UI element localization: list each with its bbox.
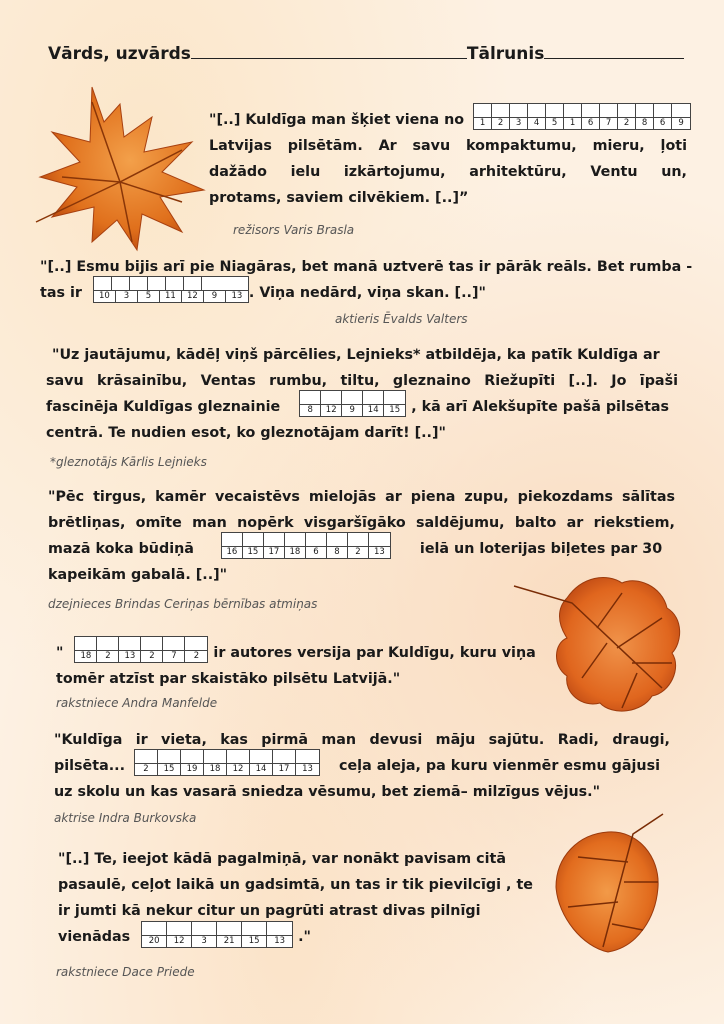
answer-grid-1[interactable] [473, 103, 691, 130]
answer-grid-4[interactable] [221, 532, 391, 559]
code-cell: 13 [296, 763, 319, 775]
code-cell: 12 [182, 290, 204, 302]
quote-7 [58, 846, 544, 950]
code-cell: 17 [273, 763, 296, 775]
code-cell: 8 [636, 117, 654, 129]
quote-text: brētliņas, omīte man nopērk visgaršīgāko saldējumu, balto ar riekstiem, [48, 515, 675, 531]
quote-text: uz skolu un kas vasarā sniedza vēsumu, bet ziemā– milzīgus vējus." [54, 784, 601, 800]
code-cell: 2 [97, 650, 119, 662]
code-cell: 8 [327, 546, 348, 558]
code-cell: 2 [348, 546, 369, 558]
author-caption: rakstniece Andra Manfelde [56, 696, 218, 710]
code-cell: 11 [160, 290, 182, 302]
quote-text: "[..] Kuldīga man šķiet viena no [209, 112, 465, 128]
quote-text: "Kuldīga ir vieta, kas pirmā man devusi māju sajūtu. Radi, draugi, [54, 732, 670, 748]
code-cell: 2 [492, 117, 510, 129]
code-cell: 13 [119, 650, 141, 662]
code-cell: 2 [185, 650, 207, 662]
answer-grid-3[interactable] [299, 390, 406, 417]
code-cell: 3 [116, 290, 138, 302]
code-cell: 2 [141, 650, 163, 662]
code-cell: 13 [226, 290, 248, 302]
code-cell: 4 [528, 117, 546, 129]
code-cell: 19 [181, 763, 204, 775]
form-header [48, 44, 684, 64]
quote-5 [56, 640, 546, 692]
code-cell: 1 [564, 117, 582, 129]
maple-leaf-icon [32, 82, 212, 257]
code-cell: 9 [204, 290, 226, 302]
code-cell: 18 [75, 650, 97, 662]
code-cell: 15 [243, 546, 264, 558]
code-cell: 1 [474, 117, 492, 129]
quote-text: "[..] Esmu bijis arī pie Niagāras, bet manā uztverē tas ir pārāk reāls. Bet rumba - [40, 259, 693, 275]
code-cell: 20 [142, 935, 167, 947]
quote-text: vienādas [58, 929, 131, 945]
author-caption: režisors Varis Brasla [233, 223, 355, 237]
quote-text: protams, saviem cilvēkiem. [..]” [209, 190, 469, 206]
quote-text: tas ir [40, 285, 82, 301]
quote-text: ir jumti kā nekur citur un pagrūti atrast divas pilnīgi [58, 903, 481, 919]
code-cell: 15 [158, 763, 181, 775]
quote-text: ir autores versija par Kuldīgu, kuru viņa [213, 645, 536, 661]
quote-text: "Uz jautājumu, kādēļ viņš pārcēlies, Lejnieks* atbildēja, ka patīk Kuldīga ar [52, 347, 660, 363]
author-caption: aktieris Ēvalds Valters [335, 312, 468, 326]
answer-grid-6[interactable] [134, 749, 320, 776]
answer-grid-7[interactable] [141, 921, 293, 948]
quote-1 [209, 107, 687, 211]
quote-6 [54, 727, 670, 805]
code-cell: 13 [267, 935, 292, 947]
quote-text: "[..] Te, ieejot kādā pagalmiņā, var nonākt pavisam citā [58, 851, 506, 867]
quote-3 [46, 342, 678, 446]
code-cell: 3 [192, 935, 217, 947]
code-cell: 12 [321, 404, 342, 416]
name-label: Vārds, uzvārds [48, 44, 191, 64]
code-cell: 17 [264, 546, 285, 558]
phone-field[interactable] [544, 44, 684, 59]
author-caption: aktrise Indra Burkovska [54, 811, 197, 825]
quote-text: kapeikām gabalā. [..]" [48, 567, 228, 583]
quote-text: ceļa aleja, pa kuru vienmēr esmu gājusi [339, 758, 660, 774]
code-cell: 3 [510, 117, 528, 129]
answer-grid-2[interactable] [93, 276, 249, 303]
birch-leaf-icon [548, 812, 668, 957]
code-cell: 7 [163, 650, 185, 662]
code-cell: 12 [167, 935, 192, 947]
code-cell: 6 [306, 546, 327, 558]
quote-text: fascinēja Kuldīgas gleznainie [46, 399, 281, 415]
code-cell: 2 [618, 117, 636, 129]
quote-text: , kā arī Alekšupīte pašā pilsētas [411, 399, 670, 415]
quote-text: dažādo ielu izkārtojumu, arhitektūru, Ventu un, [209, 164, 687, 180]
code-cell: 9 [672, 117, 690, 129]
code-cell: 14 [250, 763, 273, 775]
code-cell: 12 [227, 763, 250, 775]
code-cell: 8 [300, 404, 321, 416]
code-cell: 5 [138, 290, 160, 302]
code-cell: 15 [384, 404, 405, 416]
quote-text: tomēr atzīst par skaistāko pilsētu Latvijā." [56, 671, 401, 687]
quote-text: mazā koka būdiņā [48, 541, 194, 557]
code-cell: 14 [363, 404, 384, 416]
code-cell: 18 [285, 546, 306, 558]
code-cell: 15 [242, 935, 267, 947]
answer-grid-5[interactable] [74, 636, 208, 663]
code-cell: 6 [582, 117, 600, 129]
quote-text: " [56, 645, 64, 661]
quote-text: savu krāsainību, Ventas rumbu, tiltu, gleznaino Riežupīti [..]. Jo īpaši [46, 373, 678, 389]
quote-text: "Pēc tirgus, kamēr vecaistēvs mielojās ar piena zupu, piekozdams sālītas [48, 489, 675, 505]
quote-text: ielā un loterijas biļetes par 30 [419, 541, 663, 557]
code-cell: 16 [222, 546, 243, 558]
code-cell: 13 [369, 546, 390, 558]
quote-2 [40, 254, 693, 306]
author-caption: dzejnieces Brindas Ceriņas bērnības atmiņas [48, 597, 318, 611]
quote-text: ." [298, 929, 311, 945]
quote-text: centrā. Te nudien esot, ko gleznotājam darīt! [..]" [46, 425, 446, 441]
code-cell: 2 [135, 763, 158, 775]
code-cell: 7 [600, 117, 618, 129]
code-cell: 5 [546, 117, 564, 129]
code-cell: 18 [204, 763, 227, 775]
quote-text: pasaulē, ceļot laikā un gadsimtā, un tas ir tik pievilcīgi , te [58, 877, 533, 893]
name-field[interactable] [191, 44, 467, 59]
quote-text: pilsēta... [54, 758, 126, 774]
phone-label: Tālrunis [466, 44, 545, 64]
quote-text: . Viņa nedārd, viņa skan. [..]" [248, 285, 486, 301]
code-cell: 9 [342, 404, 363, 416]
quote-text: Latvijas pilsētām. Ar savu kompaktumu, mieru, ļoti [209, 138, 687, 154]
author-caption: *gleznotājs Kārlis Lejnieks [50, 455, 207, 469]
code-cell: 10 [94, 290, 116, 302]
code-cell: 6 [654, 117, 672, 129]
author-caption: rakstniece Dace Priede [56, 965, 195, 979]
code-cell: 21 [217, 935, 242, 947]
